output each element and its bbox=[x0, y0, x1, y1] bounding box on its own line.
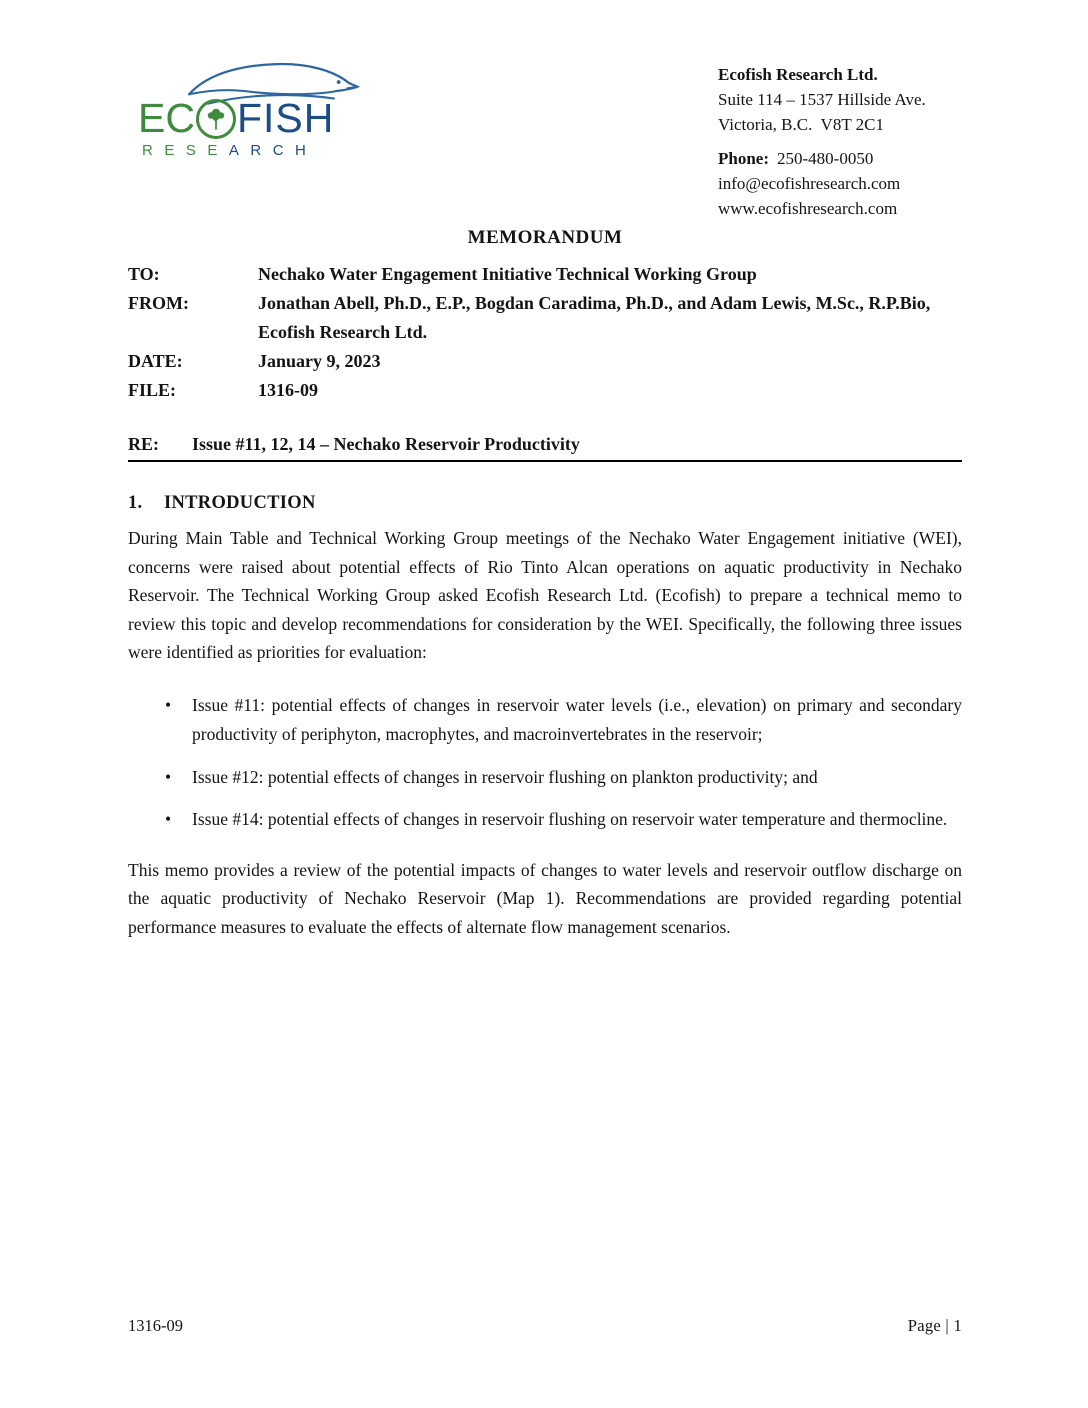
bullet-icon: • bbox=[165, 766, 172, 787]
section-number: 1. bbox=[128, 493, 143, 513]
footer-file-number: 1316-09 bbox=[128, 1316, 183, 1335]
logo-wordmark bbox=[138, 95, 368, 141]
phone-label: Phone: bbox=[718, 149, 769, 168]
memo-field-row-from bbox=[128, 289, 962, 347]
bullet-text: Issue #12: potential effects of changes in reservoir flushing on plankton productivity; and bbox=[192, 766, 818, 787]
memo-title: MEMORANDUM bbox=[467, 227, 623, 248]
page-header bbox=[128, 54, 962, 221]
bullet-text: Issue #14: potential effects of changes in reservoir flushing on reservoir water temperature and thermocline. bbox=[192, 809, 948, 829]
page-footer bbox=[128, 1316, 962, 1336]
field-label-from: FROM: bbox=[128, 293, 189, 313]
website-url: www.ecofishresearch.com bbox=[718, 199, 898, 218]
memo-re-line bbox=[128, 434, 962, 462]
logo-ring bbox=[196, 99, 236, 139]
memo-field-row-date bbox=[128, 347, 962, 376]
logo-text-fish: FISH bbox=[236, 95, 335, 141]
field-label-to: TO: bbox=[128, 264, 160, 284]
intro-paragraph-2: This memo provides a review of the potential impacts of changes to water levels and reservoir outflow discharge on the aquatic productivity of Nechako Reservoir (Map 1). Recommendations are provided regarding potential performance measures to evaluate the effects of alternate flow management scenarios. bbox=[128, 859, 962, 937]
logo-text-ec: EC bbox=[138, 95, 195, 141]
field-value-date: January 9, 2023 bbox=[258, 351, 381, 371]
field-value-to: Nechako Water Engagement Initiative Technical Working Group bbox=[258, 264, 757, 284]
field-value-file: 1316-09 bbox=[258, 380, 318, 400]
phone-row bbox=[718, 146, 962, 171]
bullet-issue-14 bbox=[128, 805, 962, 835]
memo-meta-fields bbox=[128, 260, 962, 405]
footer-page-indicator: Page | 1 bbox=[907, 1316, 962, 1335]
bullet-issue-12 bbox=[128, 763, 962, 793]
ecofish-logo bbox=[138, 58, 368, 159]
email-address: info@ecofishresearch.com bbox=[718, 174, 901, 193]
re-label: RE: bbox=[128, 434, 159, 454]
bullet-text: Issue #11: potential effects of changes in reservoir water levels (i.e., elevation) on primary and secondary productivity of periphyton, macrophytes, and macroinvertebrates in the reservoir; bbox=[192, 694, 962, 744]
field-label-date: DATE: bbox=[128, 351, 183, 371]
memo-field-row-file bbox=[128, 376, 962, 405]
contact-block bbox=[718, 54, 962, 221]
bullet-icon: • bbox=[165, 809, 172, 829]
phone-number: 250-480-0050 bbox=[777, 149, 874, 168]
issues-bullet-list bbox=[128, 691, 962, 835]
field-value-from: Jonathan Abell, Ph.D., E.P., Bogdan Caradima, Ph.D., and Adam Lewis, M.Sc., R.P.Bio, Ecofish Research Ltd. bbox=[258, 293, 931, 342]
tree-icon bbox=[202, 105, 230, 133]
section-heading-introduction bbox=[128, 493, 962, 514]
intro-paragraph-1: During Main Table and Technical Working Group meetings of the Nechako Water Engagement initiative (WEI), concerns were raised about potential effects of Rio Tinto Alcan operations on aquatic productivity in Nechako Reservoir. The Technical Working Group asked Ecofish Research Ltd. (Ecofish) to prepare a technical memo to review this topic and develop recommendations for consideration by the WEI. Specifically, the following three issues were identified as priorities for evaluation: bbox=[128, 528, 962, 662]
section-title: INTRODUCTION bbox=[164, 493, 316, 513]
re-subject: Issue #11, 12, 14 – Nechako Reservoir Productivity bbox=[192, 434, 580, 454]
address-line-1: Suite 114 – 1537 Hillside Ave. bbox=[718, 90, 926, 109]
bullet-icon: • bbox=[165, 694, 172, 715]
memo-field-row-to bbox=[128, 260, 962, 289]
address-line-2: Victoria, B.C. V8T 2C1 bbox=[718, 115, 884, 134]
field-label-file: FILE: bbox=[128, 380, 177, 400]
bullet-issue-11 bbox=[128, 691, 962, 750]
company-name: Ecofish Research Ltd. bbox=[718, 65, 878, 84]
logo-text-research: RESEARCH bbox=[142, 142, 318, 159]
